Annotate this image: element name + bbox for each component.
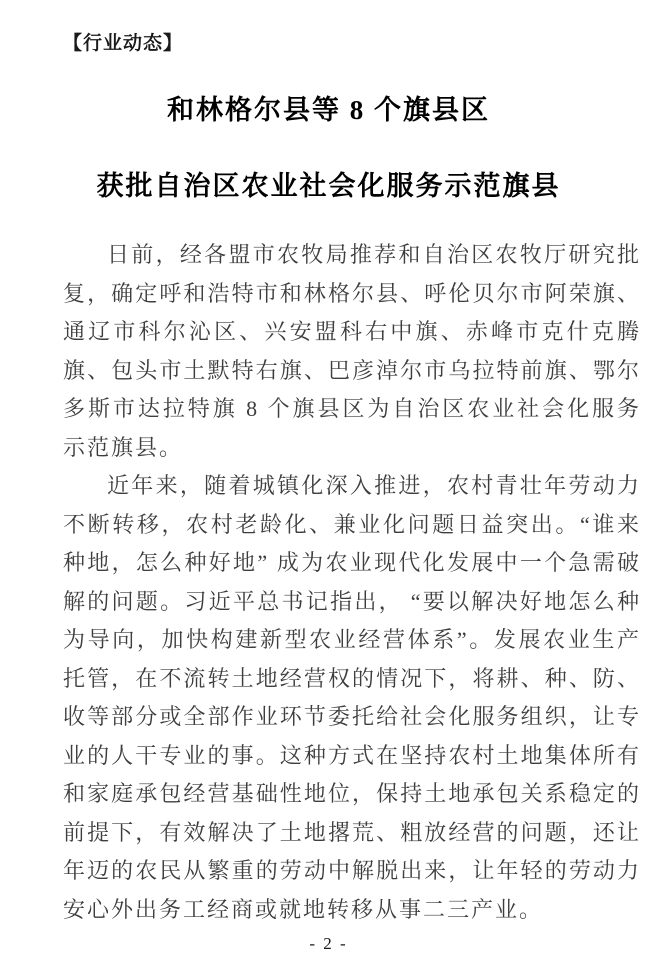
- document-title-line1: 和林格尔县等 8 个旗县区: [167, 95, 490, 125]
- page-number: - 2 -: [309, 934, 348, 953]
- body-paragraph-2: 近年来，随着城镇化深入推进，农村青壮年劳动力不断转移，农村老龄化、兼业化问题日益突出。“谁来种地，怎么种好地” 成为农业现代化发展中一个急需破解的问题。习近平总书记指出， “要以解决好地怎么种为导向，加快构建新型农业经营体系”。发展农业生产托管，在不流转土地经营权的情况下，将耕、种、防、收等部分或全部作业环节委托给社会化服务组织，让专业的人干专业的事。这种方式在坚持农村土地集体所有和家庭承包经营基础性地位，保持土地承包关系稳定的前提下，有效解决了土地撂荒、粗放经营的问题，还让年迈的农民从繁重的劳动中解脱出来，让年轻的劳动力安心外出务工经商或就地转移从事二三产业。: [63, 473, 641, 922]
- body-paragraph-1: 日前，经各盟市农牧局推荐和自治区农牧厅研究批复，确定呼和浩特市和林格尔县、呼伦贝尔市阿荣旗、通辽市科尔沁区、兴安盟科右中旗、赤峰市克什克腾旗、包头市土默特右旗、巴彦淖尔市乌拉特前旗、鄂尔多斯市达拉特旗 8 个旗县区为自治区农业社会化服务示范旗县。: [63, 242, 641, 460]
- section-label: 【行业动态】: [63, 33, 184, 54]
- document-body: [63, 236, 641, 929]
- document-title-line2: 获批自治区农业社会化服务示范旗县: [96, 171, 561, 201]
